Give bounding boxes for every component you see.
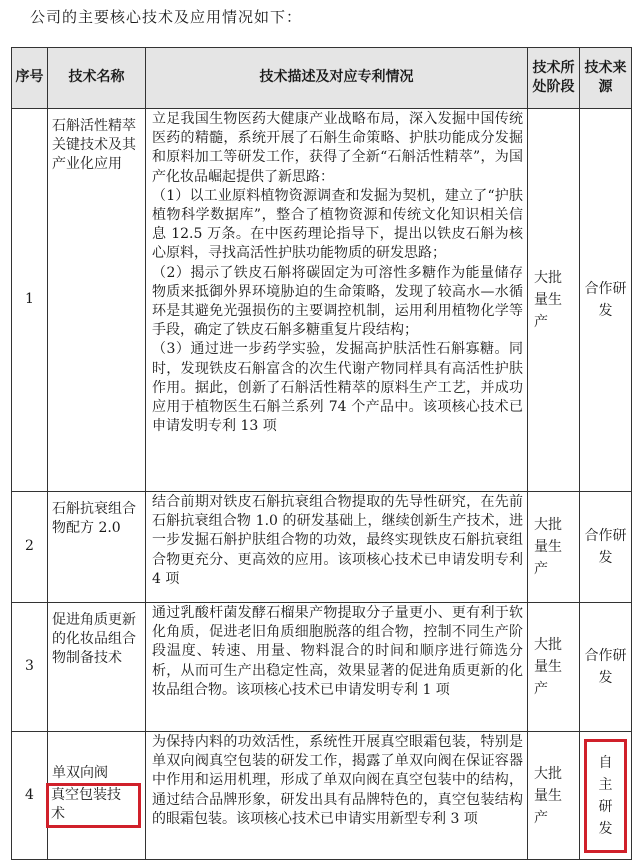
- row-tech-name: 石斛抗衰组合物配方 2.0: [48, 492, 146, 603]
- row-tech-name: [48, 732, 146, 860]
- row-tech-name: 促进角质更新的化妆品组合物制备技术: [48, 603, 146, 732]
- row-source: 合作研发: [580, 492, 632, 603]
- highlight-box-name: 真空包装技术: [46, 783, 141, 828]
- core-technology-table: [11, 47, 632, 860]
- table-header-row: [12, 48, 632, 109]
- row-index: 4: [12, 732, 48, 860]
- description-paragraph: 结合前期对铁皮石斛抗衰组合物提取的先导性研究，在先前石斛抗衰组合物 1.0 的研发基础上，继续创新生产技术，进一步发掘石斛护肤组合物的功效，最终实现铁皮石斛抗衰组合物更充分、更高效的应用。该项核心技术已申请发明专利 4 项: [152, 494, 523, 587]
- row-description: [146, 109, 528, 492]
- row-stage: 大批量生产: [528, 603, 580, 732]
- row-stage: 大批量生产: [528, 492, 580, 603]
- table-row: [12, 109, 632, 492]
- intro-text: 公司的主要核心技术及应用情况如下：: [30, 8, 303, 26]
- header-index: 序号: [12, 48, 48, 109]
- row-index: 1: [12, 109, 48, 492]
- row-source-cell: [580, 732, 632, 860]
- row-description: [146, 492, 528, 603]
- description-paragraph: （3）通过进一步药学实验，发掘高护肤活性石斛寡糖。同时，发现铁皮石斛富含的次生代谢产物同样具有高活性护肤作用。据此，创新了石斛活性精萃的原料生产工艺，并成功应用于植物医生石斛兰系列 74 个产品中。该项核心技术已申请发明专利 13 项: [152, 341, 523, 435]
- description-paragraph: 通过乳酸杆菌发酵石榴果产物提取分子量更小、更有利于软化角质，促进老旧角质细胞脱落的组合物，控制不同生产阶段温度、转速、用量、物料混合的时间和顺序进行筛选分析，从而可生产出稳定性高，效果显著的促进角质更新的化妆品组合物。该项核心技术已申请发明专利 1 项: [152, 605, 523, 698]
- header-description: 技术描述及对应专利情况: [146, 48, 528, 109]
- table-row: [12, 603, 632, 732]
- row-source: 合作研发: [580, 603, 632, 732]
- table-row: [12, 492, 632, 603]
- row-stage: 大批量生产: [528, 732, 580, 860]
- row-tech-name: 石斛活性精萃关键技术及其产业化应用: [48, 109, 146, 492]
- row-source: 合作研发: [580, 109, 632, 492]
- tech-name-lead: 单双向阀: [52, 764, 108, 781]
- description-paragraph: 为保持内料的功效活性，系统性开展真空眼霜包装，特别是单双向阀真空包装的研发工作，揭露了单双向阀在保证容器中作用和运用机理，形成了单双向阀在真空包装中的结构，通过结合品牌形象，研发出具有品牌特色的，真空包装结构的眼霜包装。该项核心技术已申请实用新型专利 3 项: [152, 734, 523, 827]
- table-row: [12, 732, 632, 860]
- row-index: 3: [12, 603, 48, 732]
- header-source: 技术来源: [580, 48, 632, 109]
- description-paragraph: 立足我国生物医药大健康产业战略布局，深入发掘中国传统医药的精髓，系统开展了石斛生命策略、护肤功能成分发掘和原料加工等研发工作，获得了全新“石斛活性精萃”，为国产化妆品崛起提供了新思路：: [152, 111, 523, 185]
- description-paragraph: （1）以工业原料植物资源调查和发掘为契机，建立了“护肤植物科学数据库”，整合了植物资源和传统文化知识相关信息 12.5 万条。在中医药理论指导下，提出以铁皮石斛为核心原料，寻找高活性护肤功能物质的研发思路；: [152, 187, 523, 262]
- row-description: [146, 732, 528, 860]
- row-index: 2: [12, 492, 48, 603]
- header-name: 技术名称: [48, 48, 146, 109]
- row-stage: 大批量生产: [528, 109, 580, 492]
- highlight-box-source: 自主研发: [584, 739, 627, 853]
- header-stage: 技术所处阶段: [528, 48, 580, 109]
- row-description: [146, 603, 528, 732]
- description-paragraph: （2）揭示了铁皮石斛将碳固定为可溶性多糖作为能量储存物质来抵御外界环境胁迫的生命策略，发现了较高水—水循环是其避免光强损伤的主要调控机制，运用利用植物化学等手段，确定了铁皮石斛多糖重复片段结构；: [152, 264, 523, 339]
